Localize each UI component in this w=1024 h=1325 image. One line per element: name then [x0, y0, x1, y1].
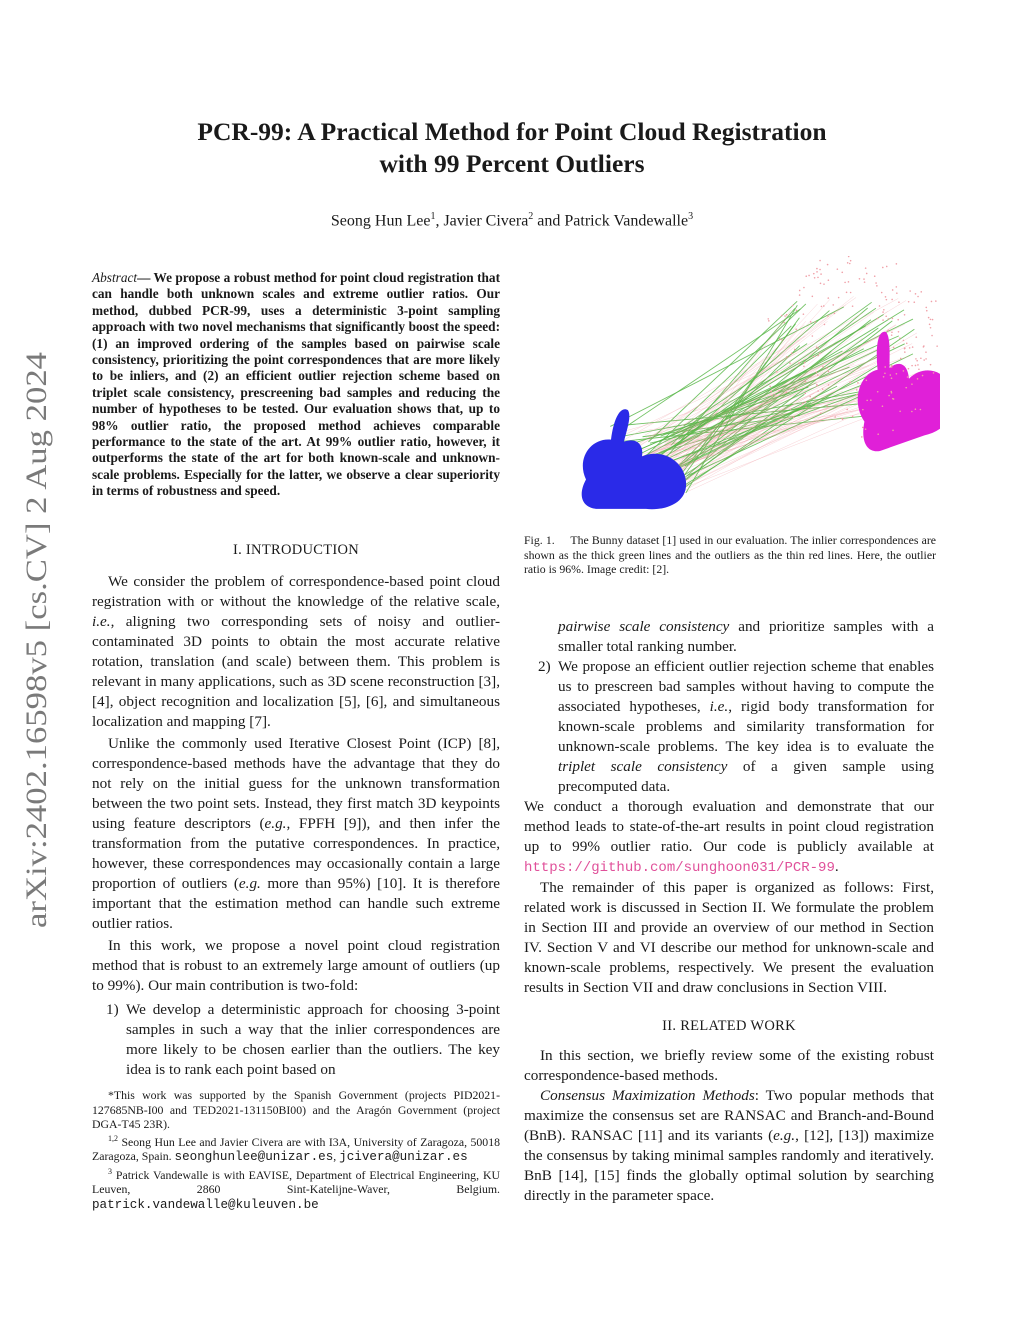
outlier-point — [768, 320, 770, 322]
section-heading-related-work: II. RELATED WORK — [662, 1018, 796, 1034]
outlier-point — [832, 304, 834, 306]
outlier-point — [930, 319, 932, 321]
outlier-point — [890, 374, 892, 376]
title-line-2: with 99 Percent Outliers — [379, 149, 645, 178]
outlier-point — [936, 345, 938, 347]
outlier-point — [795, 328, 797, 330]
outlier-point — [930, 364, 932, 366]
outlier-point — [891, 331, 893, 333]
outlier-point — [793, 417, 795, 419]
outlier-point — [904, 348, 906, 350]
outlier-point — [915, 293, 917, 295]
outlier-point — [892, 398, 894, 400]
footnotes — [92, 1088, 500, 1213]
outlier-point — [909, 347, 911, 349]
outlier-point — [923, 359, 925, 361]
outlier-point — [827, 315, 829, 317]
outlier-point — [789, 362, 791, 364]
outlier-point — [896, 263, 898, 265]
outlier-point — [776, 371, 778, 373]
outlier-point — [819, 269, 821, 271]
outlier-point — [805, 275, 807, 277]
outlier-point — [870, 399, 872, 401]
outlier-point — [846, 409, 848, 411]
outlier-point — [923, 345, 925, 347]
caption-label: Fig. 1. — [524, 533, 555, 547]
outlier-point — [911, 365, 913, 367]
outlier-point — [803, 366, 805, 368]
outlier-point — [759, 368, 761, 370]
outlier-point — [885, 315, 887, 317]
outlier-point — [769, 386, 771, 388]
outlier-point — [805, 407, 807, 409]
abstract — [92, 270, 500, 500]
outlier-point — [925, 307, 927, 309]
outlier-point — [913, 301, 915, 303]
footnote-funding: *This work was supported by the Spanish Government (projects PID2021-127685NB-I00 and TED2021-131150BI00) and the Aragón Government (project DGA-T45 23R). — [92, 1088, 500, 1132]
outlier-point — [881, 292, 883, 294]
outlier-point — [922, 375, 924, 377]
outlier-point — [817, 277, 819, 279]
outlier-point — [848, 256, 850, 257]
outlier-point — [812, 296, 814, 298]
outlier-point — [891, 299, 893, 301]
outlier-point — [893, 347, 895, 349]
author-mark: 1 — [430, 211, 436, 222]
outlier-point — [799, 290, 801, 292]
outlier-line — [641, 358, 888, 464]
outlier-point — [824, 324, 826, 326]
outlier-point — [865, 428, 867, 430]
outlier-point — [883, 309, 885, 311]
outlier-point — [805, 381, 807, 383]
inlier-line — [627, 349, 863, 470]
outlier-point — [863, 278, 865, 280]
outlier-point — [915, 408, 917, 410]
contribution-list — [92, 1000, 500, 1080]
outlier-point — [899, 337, 901, 339]
target-bunny-cloud — [845, 313, 940, 456]
outlier-point — [915, 365, 917, 367]
footnote-affiliation-12: $^{1,2}$ Seong Hun Lee and Javier Civera are with I3A, University of Zaragoza, 50018 Zaragoza, Spain. seonghunlee@unizar.es, jcivera@unizar.es — [92, 1133, 500, 1165]
outlier-point — [785, 392, 787, 394]
outlier-point — [925, 358, 927, 360]
contribution-1-continued: pairwise scale consistency and prioritize samples with a smaller total ranking number. — [558, 618, 935, 655]
author-mark: 2 — [528, 211, 534, 222]
outlier-point — [917, 378, 919, 380]
outlier-point — [817, 374, 819, 376]
outlier-point — [822, 388, 824, 390]
outlier-point — [882, 319, 884, 321]
paper-title — [90, 116, 934, 180]
outlier-point — [861, 436, 863, 438]
outlier-point — [771, 395, 773, 397]
outlier-point — [933, 372, 935, 374]
outlier-point — [796, 309, 798, 311]
outlier-point — [888, 329, 890, 331]
outlier-point — [882, 267, 884, 269]
outlier-point — [900, 358, 902, 360]
outlier-point — [816, 271, 818, 273]
outlier-point — [915, 336, 917, 338]
outlier-point — [931, 301, 933, 303]
outlier-point — [834, 416, 836, 418]
outlier-point — [866, 380, 868, 382]
outlier-point — [906, 342, 908, 344]
arxiv-id: arXiv:2402.16598v5 [cs.CV] 2 Aug 2024 — [20, 429, 53, 928]
outlier-point — [877, 433, 879, 435]
outlier-point — [849, 263, 851, 265]
outlier-point — [802, 402, 804, 404]
outlier-point — [822, 366, 824, 368]
outlier-point — [847, 262, 849, 264]
outlier-point — [935, 300, 937, 302]
outlier-point — [823, 305, 825, 307]
caption-text: The Bunny dataset [1] used in our evaluation. The inlier correspondences are shown as the thick green lines and the outliers as the thin red lines. Here, the outlier ratio is 96%. Image credit: [2]. — [524, 533, 936, 577]
email-link[interactable]: seonghunlee@unizar.es — [174, 1150, 334, 1165]
outlier-point — [791, 352, 793, 354]
outlier-point — [810, 321, 812, 323]
outlier-point — [877, 318, 879, 320]
outlier-point — [813, 273, 815, 275]
outlier-point — [926, 310, 928, 312]
outlier-point — [804, 362, 806, 364]
author-separator: , — [435, 212, 444, 230]
outlier-point — [930, 327, 932, 329]
outlier-point — [896, 286, 898, 288]
outlier-point — [892, 430, 894, 432]
outlier-point — [918, 368, 920, 370]
outlier-point — [820, 412, 822, 414]
outlier-point — [891, 392, 893, 394]
outlier-point — [834, 313, 836, 315]
outlier-point — [925, 351, 927, 353]
outlier-point — [827, 264, 829, 266]
outlier-point — [821, 306, 823, 308]
outlier-point — [865, 267, 867, 269]
author-list — [90, 211, 934, 230]
outlier-point — [911, 411, 913, 413]
intro-paragraph-3: In this work, we propose a novel point cloud registration method that is robust to an extremely large amount of outliers (up to 99%). Our main contribution is two-fold: — [92, 937, 500, 994]
outlier-point — [859, 278, 861, 280]
outlier-point — [792, 305, 794, 307]
outlier-point — [794, 349, 796, 351]
abstract-text: — We propose a robust method for point cloud registration that can handle both unknown scales and extreme outlier ratios. Our method, dubbed PCR-99, uses a deterministic 3-point sampling approach with two novel mechanisms that significantly boost the speed: (1) an improved ordering of the samples based on pairwise scale consistency, prioritizing the point correspondences that are more likely to be inliers, and (2) an efficient outlier rejection scheme based on triplet scale consistency, prescreening bad samples and reducing the number of hypotheses to be tested. Our evaluation shows that, up to 98% outlier ratio, the proposed method achieves comparable performance to the state of the art. At 99% outlier ratio, however, it outperforms the state of the art for both known-scale and unknown-scale problems. Especially for the latter, we observe a clear superiority in terms of robustness and speed. — [92, 270, 500, 499]
outlier-point — [820, 283, 822, 285]
outlier-point — [884, 366, 886, 368]
outlier-point — [850, 292, 852, 294]
abstract-label: Abstract — [92, 270, 138, 285]
outlier-point — [803, 313, 805, 315]
outlier-point — [774, 394, 776, 396]
right-column — [524, 617, 934, 1206]
outlier-point — [823, 283, 825, 285]
outlier-point — [892, 318, 894, 320]
outlier-point — [837, 268, 839, 270]
outlier-point — [892, 289, 894, 291]
outlier-point — [767, 318, 769, 320]
outlier-point — [899, 410, 901, 412]
outlier-point — [886, 266, 888, 268]
outlier-point — [817, 390, 819, 392]
outlier-point — [864, 281, 866, 283]
outlier-point — [904, 314, 906, 316]
footnote-affiliation-3: $^3$ Patrick Vandewalle is with EAVISE, Department of Electrical Engineering, KU Leuven, 2860 Sint-Katelijne-Waver, Belgium. patrick.vandewalle@kuleuven.be — [92, 1166, 500, 1212]
outlier-point — [882, 405, 884, 407]
outlier-point — [809, 396, 811, 398]
outlier-point — [932, 319, 934, 321]
outlier-point — [808, 275, 810, 277]
related-work-paragraph-1: In this section, we briefly review some of the existing robust correspondence-based methods. — [524, 1047, 934, 1084]
outlier-point — [879, 305, 881, 307]
outlier-point — [827, 297, 829, 299]
outlier-point — [814, 277, 816, 279]
outlier-point — [852, 305, 854, 307]
contribution-item-2: 2) We propose an efficient outlier rejection scheme that enables us to prescreen bad samples without having to compute the associated hypotheses, i.e., rigid body transformation for known-scale problems and similarity transformation for unknown-scale problems. The key idea is to evaluate the triplet scale consistency of a given sample using precomputed data. — [538, 658, 934, 795]
outlier-point — [898, 331, 900, 333]
outlier-point — [920, 409, 922, 411]
outlier-point — [848, 281, 850, 283]
outlier-point — [904, 351, 906, 353]
outlier-point — [882, 311, 884, 313]
outlier-point — [826, 367, 828, 369]
outlier-point — [874, 275, 876, 277]
outlier-point — [846, 292, 848, 294]
outlier-point — [812, 335, 814, 337]
outlier-point — [816, 385, 818, 387]
outlier-point — [857, 382, 859, 384]
contribution-list-cont — [524, 657, 934, 797]
outlier-point — [903, 370, 905, 372]
outlier-point — [778, 390, 780, 392]
outlier-point — [884, 373, 886, 375]
outlier-point — [896, 373, 898, 375]
outlier-point — [912, 346, 914, 348]
outlier-point — [828, 371, 830, 373]
outlier-point — [876, 285, 878, 287]
outlier-point — [897, 319, 899, 321]
outlier-point — [856, 389, 858, 391]
outlier-point — [786, 356, 788, 358]
outlier-point — [849, 381, 851, 383]
outlier-point — [885, 296, 887, 298]
outlier-point — [891, 377, 893, 379]
outlier-point — [903, 340, 905, 342]
outlier-point — [875, 282, 877, 284]
outlier-point — [929, 324, 931, 326]
outlier-point — [886, 299, 888, 301]
outlier-point — [814, 398, 816, 400]
organization-paragraph: The remainder of this paper is organized as follows: First, related work is discussed in Section II. We formulate the problem in Section III and provide an overview of our method in Section IV. Section V and VI describe our method for unknown-scale and known-scale problems, respectively. We present the evaluation results in Section VII and draw conclusions in Section VIII. — [524, 879, 934, 996]
email-link[interactable]: jcivera@unizar.es — [339, 1150, 468, 1165]
outlier-point — [826, 405, 828, 407]
outlier-point — [898, 301, 900, 303]
outlier-point — [915, 358, 917, 360]
outlier-point — [917, 364, 919, 366]
outlier-point — [866, 273, 868, 275]
outlier-point — [813, 356, 815, 358]
outlier-point — [928, 317, 930, 319]
outlier-point — [838, 297, 840, 299]
author-separator: and — [533, 212, 565, 230]
outlier-point — [862, 427, 864, 429]
outlier-point — [803, 287, 805, 289]
contribution-item-1: 1) We develop a deterministic approach for choosing 3-point samples in such a way that the inlier correspondences are more likely to be chosen earlier than the outliers. The key idea is to rank each point based on — [106, 1001, 500, 1078]
outlier-point — [779, 338, 781, 340]
outlier-point — [816, 346, 818, 348]
figure-caption — [524, 533, 936, 577]
email-link[interactable]: patrick.vandewalle@kuleuven.be — [92, 1198, 319, 1212]
outlier-point — [804, 393, 806, 395]
target-bunny-shape — [845, 313, 940, 456]
intro-paragraph-2: Unlike the commonly used Iterative Closest Point (ICP) [8], correspondence-based methods have the advantage that they do not rely on the initial guess for the unknown transformation between the two point sets. Instead, they first match 3D keypoints using feature descriptors (e.g., FPFH [9]), and then infer the transformation from the putative correspondences. In practice, however, these correspondences may occasionally contain a large proportion of outliers (e.g. more than 95%) [10]. It is therefore important that the estimation method can handle such extreme outlier ratios. — [92, 735, 501, 932]
outlier-point — [841, 272, 843, 274]
outlier-point — [814, 321, 816, 323]
outlier-point — [770, 391, 772, 393]
outlier-point — [817, 347, 819, 349]
author-name: Javier Civera — [443, 212, 529, 230]
outlier-point — [866, 400, 868, 402]
outlier-point — [790, 409, 792, 411]
outlier-point — [891, 365, 893, 367]
outlier-point — [896, 292, 898, 294]
outlier-point — [783, 322, 785, 324]
outlier-point — [781, 339, 783, 341]
outlier-point — [856, 394, 858, 396]
outlier-point — [795, 388, 797, 390]
outlier-point — [917, 296, 919, 298]
outlier-point — [816, 268, 818, 270]
outlier-point — [908, 368, 910, 370]
section-heading-introduction: I. INTRODUCTION — [232, 542, 360, 558]
outlier-point — [852, 416, 854, 418]
related-work-paragraph-2: Consensus Maximization Methods: Two popular methods that maximize the consensus set are RANSAC and Branch-and-Bound (BnB). RANSAC [11] and its variants (e.g., [12], [13]) maximize the consensus by taking minimal samples randomly and iteratively. BnB [14], [15] finds the globally optimal solution by searching directly in the parameter space. — [524, 1087, 934, 1204]
outlier-line — [657, 299, 830, 492]
evaluation-paragraph: We conduct a thorough evaluation and demonstrate that our method leads to state-of-the-art results in point cloud registration up to 99% outlier ratio. Our code is publicly available at https://github.com/sunghoon031/PCR-99. — [524, 798, 934, 876]
outlier-point — [844, 282, 846, 284]
outlier-point — [798, 362, 800, 364]
author-name: Seong Hun Lee — [330, 212, 431, 230]
outlier-point — [907, 376, 909, 378]
outlier-point — [920, 291, 922, 293]
author-mark: 3 — [688, 211, 694, 222]
outlier-point — [920, 357, 922, 359]
outlier-point — [784, 315, 786, 317]
author-name: Patrick Vandewalle — [564, 212, 689, 230]
outlier-point — [828, 384, 830, 386]
outlier-point — [820, 273, 822, 275]
code-link[interactable]: https://github.com/sunghoon031/PCR-99 — [524, 860, 835, 876]
outlier-point — [888, 395, 890, 397]
outlier-point — [828, 279, 830, 281]
outlier-point — [841, 418, 843, 420]
outlier-point — [819, 260, 821, 262]
outlier-point — [905, 387, 907, 389]
outlier-point — [911, 383, 913, 385]
outlier-point — [819, 352, 821, 354]
outlier-point — [781, 315, 783, 317]
outlier-point — [908, 301, 910, 303]
outlier-point — [862, 409, 864, 411]
outlier-point — [883, 376, 885, 378]
outlier-point — [891, 334, 893, 336]
outlier-point — [786, 314, 788, 316]
outlier-point — [850, 260, 852, 262]
left-column — [92, 540, 500, 1080]
outlier-point — [799, 294, 801, 296]
outlier-point — [931, 335, 933, 337]
arxiv-stamp — [10, 352, 56, 928]
outlier-point — [916, 360, 918, 362]
outlier-point — [888, 318, 890, 320]
title-line-1: PCR-99: A Practical Method for Point Cloud Registration — [197, 117, 827, 146]
outlier-point — [804, 401, 806, 403]
outlier-point — [817, 355, 819, 357]
outlier-point — [909, 290, 911, 292]
bunny-figure — [540, 256, 940, 524]
inlier-line — [646, 308, 876, 464]
outlier-point — [877, 391, 879, 393]
intro-paragraph-1: We consider the problem of correspondence-based point cloud registration with or without the knowledge of the relative scale, i.e., aligning two corresponding sets of noisy and outlier-contaminated 3D points to obtain the most accurate relative rotation, translation (and scale) between them. This problem is relevant in many applications, such as 3D scene reconstruction [3], [4], object recognition and localization [5], [6], and simultaneous localization and mapping [7]. — [92, 573, 500, 730]
outlier-point — [816, 371, 818, 373]
figure-bunny-registration — [540, 256, 940, 524]
